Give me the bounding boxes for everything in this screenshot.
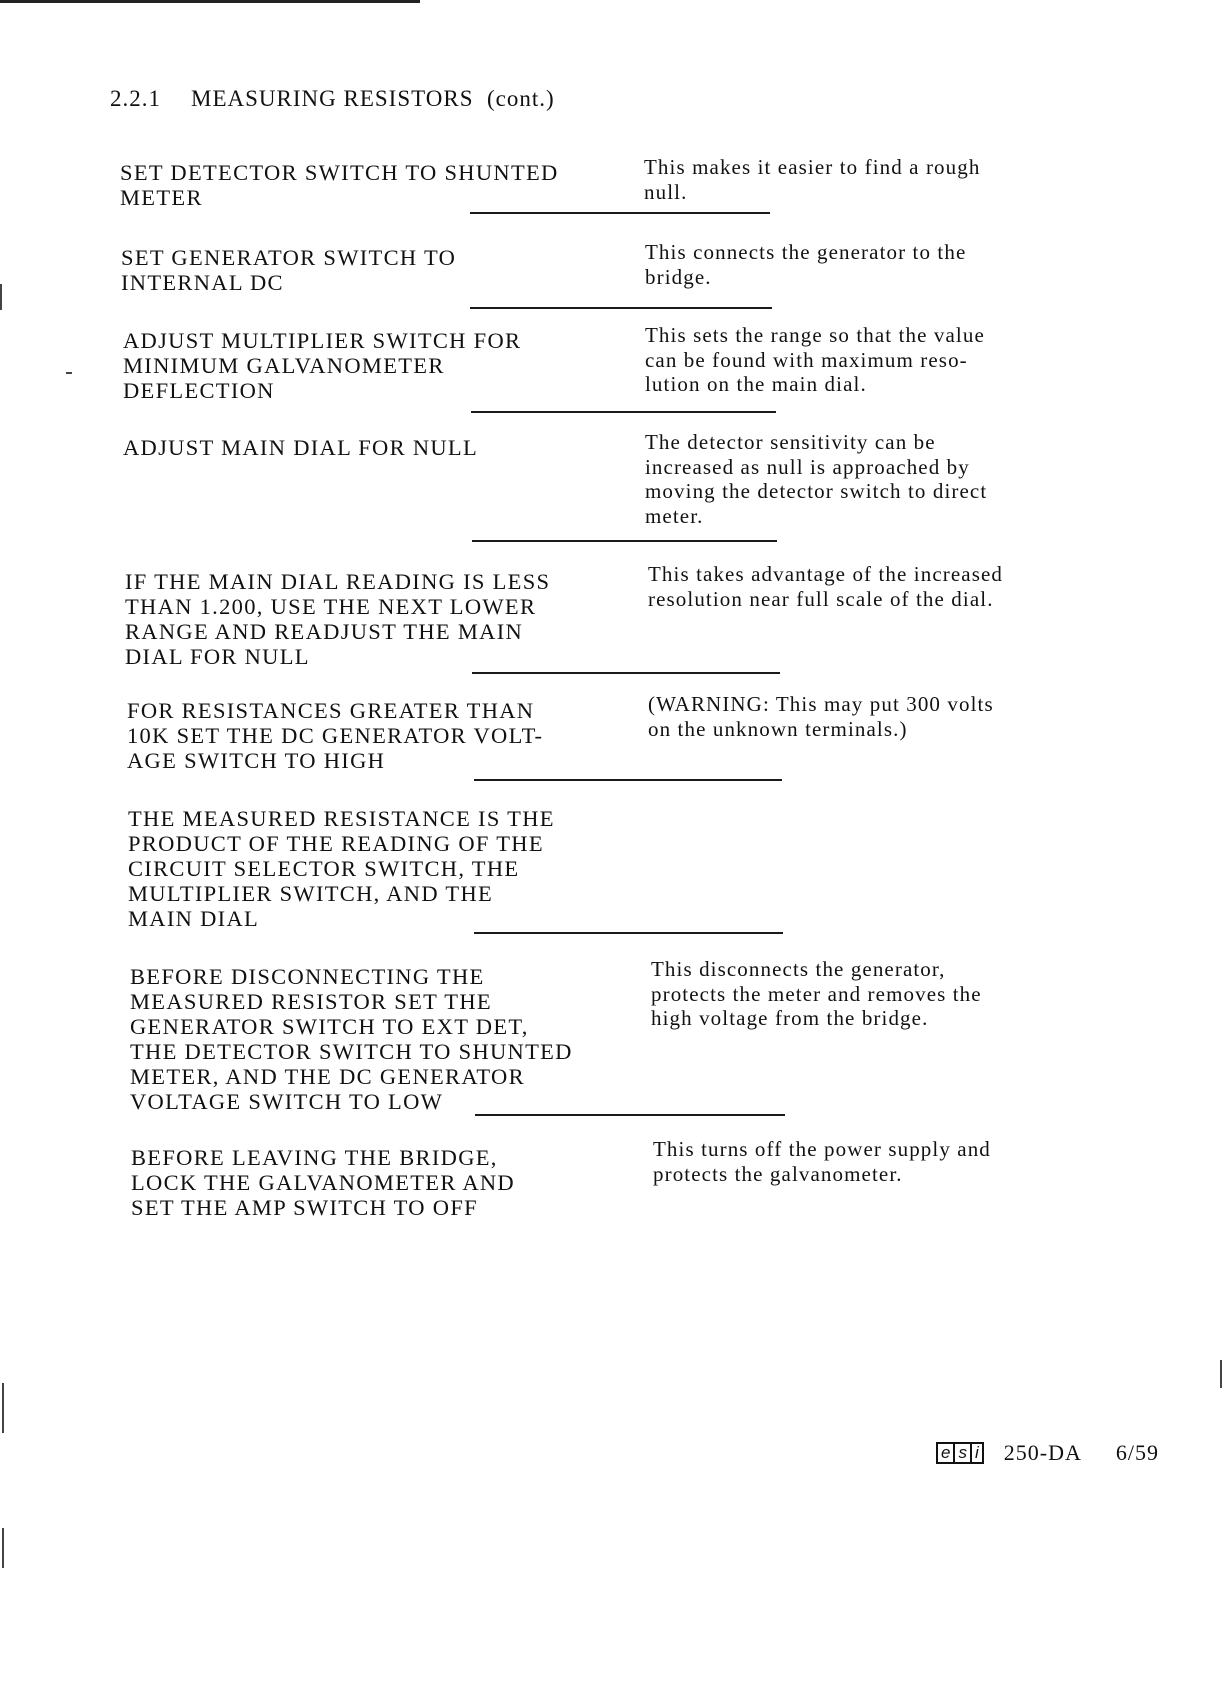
step-instruction: SET GENERATOR SWITCH TO INTERNAL DC (121, 245, 457, 295)
step-instruction: BEFORE DISCONNECTING THE MEASURED RESISTOR SET THE GENERATOR SWITCH TO EXT DET, THE DETECTOR SWITCH TO SHUNTED METER, AND THE DC GENERATOR VOLTAGE SWITCH TO LOW (130, 964, 573, 1114)
step-instruction: THE MEASURED RESISTANCE IS THE PRODUCT OF THE READING OF THE CIRCUIT SELECTOR SWITCH, THE MULTIPLIER SWITCH, AND THE MAIN DIAL (128, 806, 555, 931)
step-note: This turns off the power supply and protects the galvanometer. (653, 1137, 991, 1186)
logo-letter: s (955, 1444, 972, 1462)
scan-artifact (0, 284, 2, 310)
model-number: 250-DA (1003, 1440, 1082, 1465)
step-note: (WARNING: This may put 300 volts on the unknown terminals.) (648, 692, 994, 741)
step-note: This takes advantage of the increased resolution near full scale of the dial. (648, 562, 1003, 611)
step-divider (471, 411, 776, 413)
step-instruction: BEFORE LEAVING THE BRIDGE, LOCK THE GALVANOMETER AND SET THE AMP SWITCH TO OFF (131, 1145, 515, 1220)
step-note: This sets the range so that the value can be found with maximum reso- lution on the main dial. (645, 323, 985, 396)
step-instruction: ADJUST MULTIPLIER SWITCH FOR MINIMUM GALVANOMETER DEFLECTION (123, 328, 522, 403)
section-number: 2.2.1 (110, 86, 161, 111)
esi-logo (936, 1442, 984, 1464)
step-note: This makes it easier to find a rough null. (644, 155, 981, 204)
page-footer (936, 1440, 1159, 1466)
step-divider (475, 1114, 785, 1116)
scan-top-edge (0, 0, 420, 3)
section-title: MEASURING RESISTORS (191, 86, 474, 111)
step-divider (472, 540, 777, 542)
section-heading (110, 86, 555, 112)
scan-artifact (2, 1383, 4, 1433)
step-note: This disconnects the generator, protects the meter and removes the high voltage from the bridge. (651, 957, 982, 1030)
step-note: The detector sensitivity can be increased as null is approached by moving the detector switch to direct meter. (645, 430, 988, 528)
step-divider (470, 212, 770, 214)
step-instruction: SET DETECTOR SWITCH TO SHUNTED METER (120, 160, 559, 210)
step-divider (470, 307, 772, 309)
scan-artifact (66, 372, 72, 374)
step-divider (474, 932, 783, 934)
logo-letter: e (938, 1444, 955, 1462)
revision-date: 6/59 (1115, 1440, 1159, 1465)
step-instruction: ADJUST MAIN DIAL FOR NULL (123, 435, 479, 460)
section-suffix: (cont.) (487, 86, 555, 111)
scan-artifact (2, 1528, 4, 1568)
step-divider (472, 672, 780, 674)
step-divider (474, 779, 782, 781)
step-note: This connects the generator to the bridge. (645, 240, 967, 289)
logo-letter: i (974, 1443, 979, 1462)
step-instruction: IF THE MAIN DIAL READING IS LESS THAN 1.200, USE THE NEXT LOWER RANGE AND READJUST THE MAIN DIAL FOR NULL (125, 569, 551, 669)
step-instruction: FOR RESISTANCES GREATER THAN 10K SET THE DC GENERATOR VOLT- AGE SWITCH TO HIGH (127, 698, 544, 773)
scan-artifact (1220, 1360, 1222, 1388)
